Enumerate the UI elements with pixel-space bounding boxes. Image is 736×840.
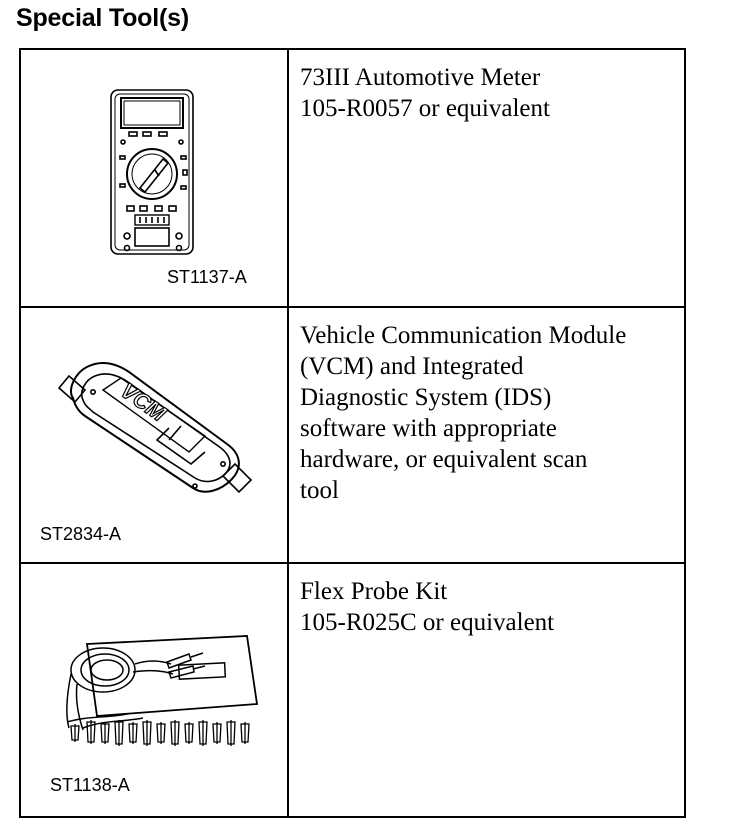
description-line: Vehicle Communication Module [300, 322, 627, 349]
description-line: Diagnostic System (IDS) [300, 384, 552, 411]
tool-row [21, 308, 684, 564]
figure-label: ST2834-A [40, 524, 122, 544]
special-tools-table [19, 48, 686, 818]
tool-description [289, 564, 684, 818]
multimeter-icon [107, 86, 217, 262]
page-title: Special Tool(s) [16, 4, 189, 32]
flex-probe-kit-icon [47, 624, 273, 754]
tool-row [21, 564, 684, 818]
description-line: Flex Probe Kit [300, 578, 448, 605]
figure-label: ST1137-A [167, 267, 247, 287]
vcm-module-icon [45, 336, 265, 516]
tool-image-cell [21, 564, 289, 818]
tool-row [21, 50, 684, 308]
description-line: hardware, or equivalent scan [300, 446, 588, 473]
figure-label: ST1138-A [50, 775, 130, 795]
tool-image-cell [21, 50, 289, 306]
description-line: 105-R0057 or equivalent [300, 95, 550, 122]
description-line: tool [300, 477, 339, 504]
tool-image-cell [21, 308, 289, 562]
tool-description [289, 308, 684, 562]
description-line: 73III Automotive Meter [300, 64, 541, 91]
description-line: software with appropriate [300, 415, 557, 442]
description-line: 105-R025C or equivalent [300, 609, 555, 636]
tool-description [289, 50, 684, 306]
vcm-label: VCM [116, 377, 171, 427]
description-line: (VCM) and Integrated [300, 353, 524, 380]
